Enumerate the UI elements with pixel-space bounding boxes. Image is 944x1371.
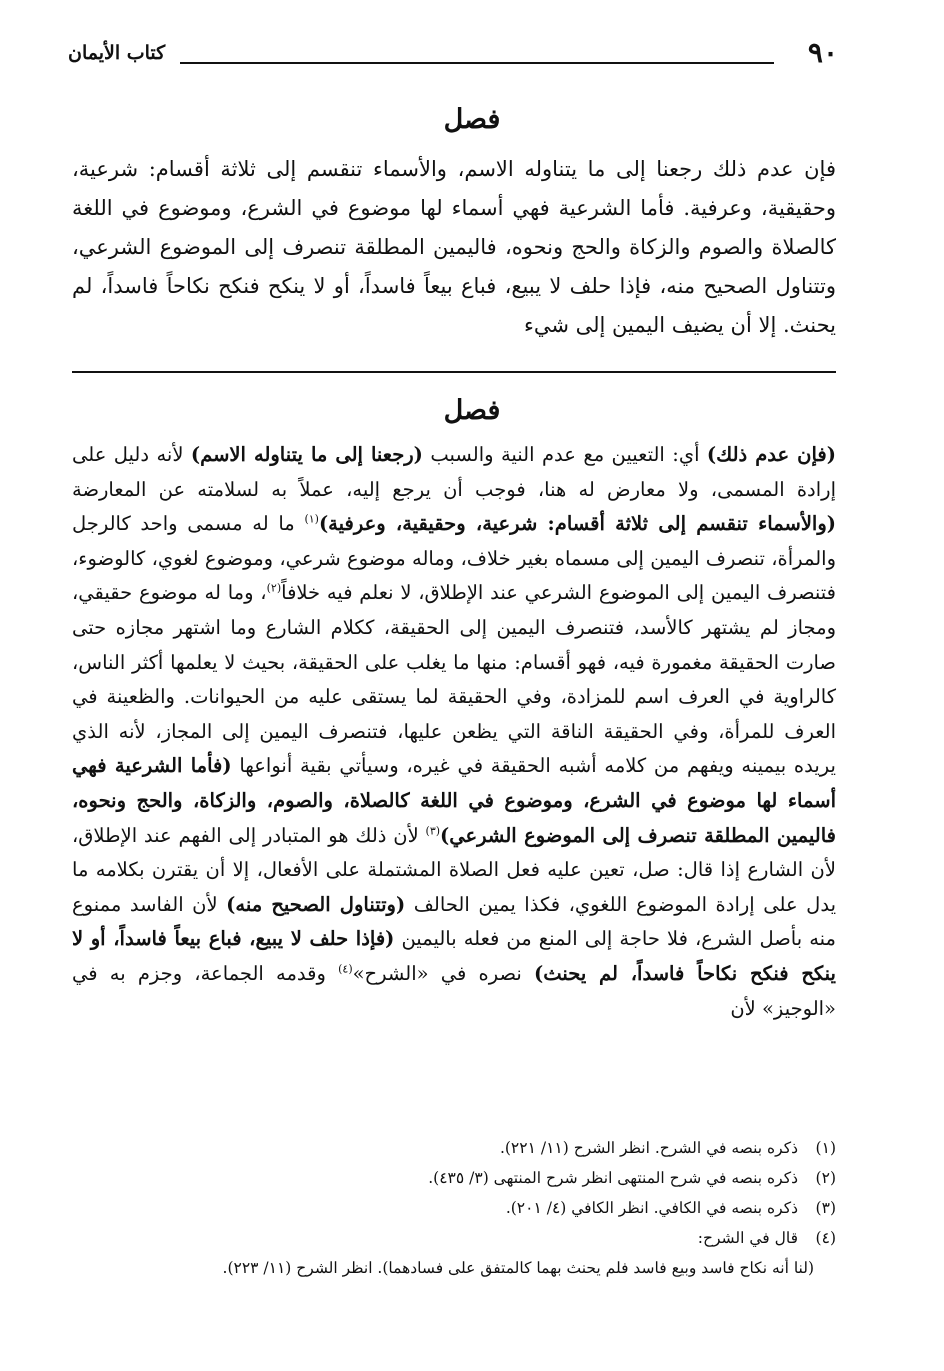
footnote-ref: (٢)	[266, 581, 282, 595]
footnote-1	[72, 1133, 836, 1163]
footnote-2	[72, 1163, 836, 1193]
commentary-text: ما له مسمى واحد كالرجل والمرأة، تنصرف اليمين إلى مسماه بغير خلاف، وماله موضوع شرعي، وموضوع لغوي، كالوضوء، فتنصرف اليمين إلى الموضوع الشرعي عند الإطلاق، لا نعلم فيه خلافاً	[72, 512, 836, 605]
page-number: ٩٠	[807, 36, 838, 69]
sharh-text	[72, 438, 836, 1026]
footnote-4	[72, 1223, 836, 1253]
section-divider	[72, 371, 836, 373]
footnote-3	[72, 1193, 836, 1223]
page-header	[68, 36, 838, 76]
footnote-4-quote: (لنا أنه نكاح فاسد وبيع فاسد فلم يحنث بهما كالمتفق على فسادهما). انظر الشرح (١١/ ٢٢٣).	[222, 1259, 814, 1277]
footnote-ref: (١)	[304, 512, 319, 526]
quoted-matn: (والأسماء تنقسم إلى ثلاثة أقسام: شرعية، وحقيقية، وعرفية)	[318, 512, 836, 536]
footnote-text: ذكره بنصه في الشرح. انظر الشرح (١١/ ٢٢١).	[499, 1139, 798, 1157]
footnote-text: ذكره بنصه في شرح المنتهى انظر شرح المنتهى (٣/ ٤٣٥).	[428, 1169, 798, 1187]
quoted-matn: (فأما الشرعية فهي أسماء لها موضوع في الشرع، وموضوع في اللغة كالصلاة، والصوم، والزكاة، والحج ونحوه، فاليمين المطلقة تنصرف إلى الموضوع الشرعي)	[72, 754, 836, 847]
quoted-matn: (فإذا حلف لا يبيع، فباع بيعاً فاسداً، أو لا ينكح فنكح نكاحاً فاسداً، لم يحنث)	[72, 927, 836, 985]
matn-heading: فصل	[443, 104, 501, 135]
running-title: كتاب الأيمان	[68, 42, 166, 64]
footnote-number: (٤)	[815, 1229, 836, 1247]
quoted-matn: (وتتناول الصحيح منه)	[226, 892, 406, 916]
footnote-number: (٢)	[815, 1169, 836, 1187]
footnote-text: قال في الشرح:	[697, 1229, 798, 1247]
footnote-ref: (٣)	[425, 824, 441, 838]
footnote-text: ذكره بنصه في الكافي. انظر الكافي (٤/ ٢٠١).	[505, 1199, 798, 1217]
matn-text: فإن عدم ذلك رجعنا إلى ما يتناوله الاسم، والأسماء تنقسم إلى ثلاثة أقسام: شرعية، وحقيقية، وعرفية. فأما الشرعية فهي أسماء لها موضوع في الشرع، وموضوع في اللغة كالصلاة والصوم والزكاة والحج ونحوه، فاليمين المطلقة تنصرف إلى الموضوع الشرعي، وتتناول الصحيح منه، فإذا حلف لا يبيع، فباع بيعاً فاسداً، أو لا ينكح فنكح نكاحاً فاسداً، لم يحنث. إلا أن يضيف اليمين إلى شيء	[72, 157, 836, 337]
commentary-text: وقدمه الجماعة، وجزم به في «الوجيز» لأن	[72, 961, 836, 1020]
footnotes	[72, 1133, 836, 1283]
commentary-text: نصره في «الشرح»	[352, 961, 535, 985]
header-rule	[180, 62, 774, 64]
commentary-text: أي: التعيين مع عدم النية والسبب	[422, 443, 707, 466]
quoted-matn: (رجعنا إلى ما يتناوله الاسم)	[190, 443, 423, 466]
commentary-text: لأن ذلك هو المتبادر إلى الفهم عند الإطلاق، لأن الشارع إذا قال: صل، تعين عليه فعل الصلاة المشتملة على الأفعال، إلا أن يقترن بكلامه ما يدل على إرادة الموضوع اللغوي، فكذا يمين الحالف	[72, 823, 836, 916]
sharh-heading: فصل	[443, 395, 501, 426]
commentary-text: لأن الفاسد ممنوع منه بأصل الشرع، فلا حاجة إلى المنع من فعله باليمين	[72, 892, 836, 951]
footnote-number: (٣)	[815, 1199, 836, 1217]
quoted-matn: (فإن عدم ذلك)	[706, 443, 836, 466]
commentary-text: لأنه دليل على إرادة المسمى، ولا معارض له هنا، فوجب أن يرجع إليه، عملاً به لسلامته عن المعارضة	[72, 443, 836, 501]
footnote-number: (١)	[815, 1139, 836, 1157]
footnote-ref: (٤)	[338, 962, 353, 976]
commentary-text: ، وما له موضوع حقيقي، ومجاز لم يشتهر كالأسد، فتنصرف اليمين إلى الحقيقة، ككلام الشارع وما اشتهر مجازه حتى صارت الحقيقة مغمورة فيه، فهو أقسام: منها ما يغلب على الحقيقة، بحيث لا يعلمها أكثر الناس، كالراوية في العرف اسم للمزادة، وفي الحقيقة لما يستقى عليه من الحيوانات. والظعينة في العرف للمرأة، وفي الحقيقة الناقة التي يظعن عليها، فتنصرف اليمين إلى المجاز، لأنه الذي يريده بيمينه ويفهم من كلامه أشبه الحقيقة في غيره، وسيأتي بقية أنواعها	[72, 581, 836, 778]
